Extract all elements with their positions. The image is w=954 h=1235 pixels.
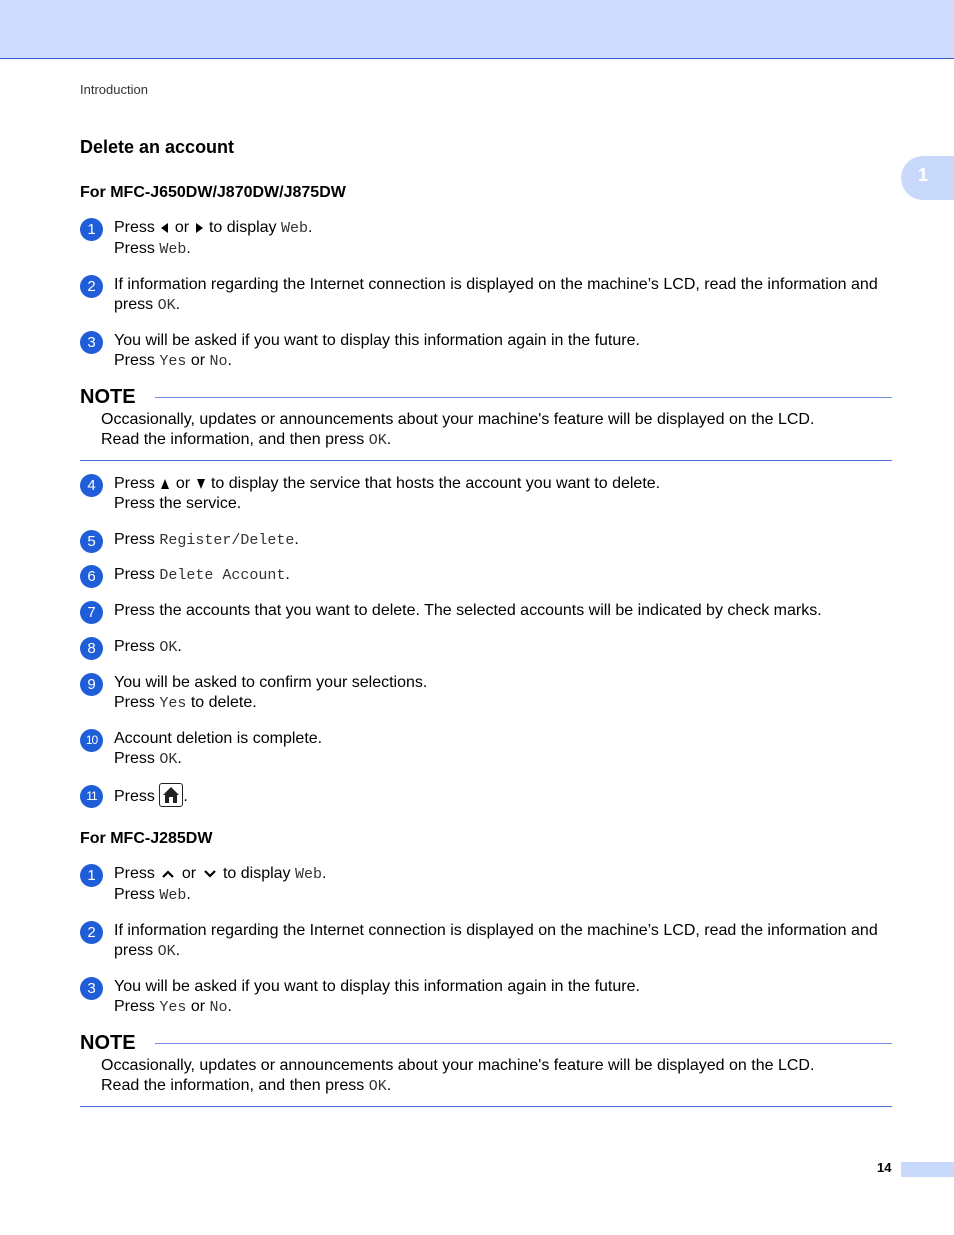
note-body: Occasionally, updates or announcements about your machine's feature will be displayed on the LCD. Read the information, and then press OK. (101, 411, 815, 449)
step-text: Press (114, 788, 155, 806)
step-text: You will be asked if you want to display this information again in the future. (114, 978, 640, 995)
lcd-option: Delete Account (159, 567, 286, 584)
step-number-badge: 8 (80, 637, 103, 660)
step-9 (80, 673, 892, 714)
step-text: or (181, 865, 197, 882)
right-arrow-icon (196, 223, 203, 233)
step-number-badge: 9 (80, 673, 103, 696)
step-text: Press (114, 352, 155, 369)
step-number-badge: 2 (80, 921, 103, 944)
lcd-option: No (209, 999, 228, 1016)
up-arrow-icon (161, 479, 169, 489)
lcd-option: OK (368, 432, 387, 449)
note-body: Occasionally, updates or announcements about your machine's feature will be displayed on the LCD. Read the information, and then press OK. (101, 1057, 815, 1095)
step-number-badge: 10 (80, 729, 103, 752)
step-4 (80, 474, 892, 514)
note-rule (155, 397, 892, 398)
step-text: to display (208, 219, 277, 236)
step-text: or (175, 475, 191, 492)
lcd-option: OK (157, 943, 176, 960)
left-arrow-icon (161, 223, 168, 233)
lcd-option: OK (159, 751, 178, 768)
running-header: Introduction (80, 82, 148, 97)
step-text: Press (114, 750, 155, 767)
step-5: 5 Press Register/Delete. (80, 530, 892, 551)
chapter-tab (901, 156, 954, 200)
step-text: Press (114, 694, 155, 711)
page-number: 14 (877, 1160, 892, 1175)
step-text: If information regarding the Internet connection is displayed on the machine’s LCD, read the information and press (114, 922, 878, 959)
step-number-badge: 1 (80, 218, 103, 241)
step-text: or (190, 998, 206, 1015)
step-number-badge: 3 (80, 331, 103, 354)
step-8: 8 Press OK. (80, 637, 892, 658)
note-title: NOTE (80, 386, 136, 408)
lcd-option: No (209, 353, 228, 370)
step-text: Press the service. (114, 495, 242, 512)
chapter-number: 1 (918, 165, 929, 185)
lcd-option: Web (159, 241, 187, 258)
step-text: Press (114, 240, 155, 257)
step-text: to delete. (190, 694, 257, 711)
step-text: You will be asked if you want to display this information again in the future. (114, 332, 640, 349)
step-text: Press (114, 566, 155, 583)
model-heading-2: For MFC-J285DW (80, 830, 213, 847)
step-number-badge: 1 (80, 864, 103, 887)
step-text: Press (114, 475, 155, 492)
step-text: If information regarding the Internet connection is displayed on the machine’s LCD, read the information and press (114, 276, 878, 313)
top-header-band (0, 0, 954, 59)
step-text: Press (114, 998, 155, 1015)
step-number-badge: 4 (80, 474, 103, 497)
step-3: 3 You will be asked if you want to display this information again in the future. Press Yes or No. (80, 977, 892, 1018)
step-number-badge: 3 (80, 977, 103, 1000)
step-2: 2 If information regarding the Internet connection is displayed on the machine’s LCD, read the information and press OK. (80, 275, 892, 316)
note-text: Read the information, and then press (101, 1077, 365, 1094)
step-number-badge: 7 (80, 601, 103, 624)
lcd-option: Yes (159, 695, 187, 712)
step-text: or (190, 352, 206, 369)
step-number-badge: 5 (80, 530, 103, 553)
step-text: Press the accounts that you want to delete. The selected accounts will be indicated by check marks. (114, 602, 822, 619)
note-text: Occasionally, updates or announcements about your machine's feature will be displayed on the LCD. (101, 1057, 815, 1074)
note-text: Read the information, and then press (101, 431, 365, 448)
step-text: or (174, 219, 190, 236)
step-10: 10 Account deletion is complete. Press OK. (80, 729, 892, 770)
step-text: to display (222, 865, 291, 882)
lcd-option: OK (157, 297, 176, 314)
step-text: Press (114, 865, 155, 882)
lcd-option: Web (159, 887, 187, 904)
step-text: You will be asked to confirm your selections. (114, 674, 428, 691)
home-icon (159, 783, 183, 807)
step-1: 1 Press or to display Web. Press Web. (80, 864, 892, 906)
chevron-down-icon (203, 869, 217, 879)
lcd-option: Register/Delete (159, 532, 295, 549)
note-bottom-rule (80, 460, 892, 461)
step-number-badge: 6 (80, 565, 103, 588)
note-text: Occasionally, updates or announcements about your machine's feature will be displayed on the LCD. (101, 411, 815, 428)
lcd-option: Web (295, 866, 323, 883)
section-title: Delete an account (80, 137, 235, 157)
note-bottom-rule (80, 1106, 892, 1107)
step-text: to display the service that hosts the account you want to delete. (210, 475, 661, 492)
note-rule (155, 1043, 892, 1044)
step-text: Press (114, 219, 155, 236)
step-2: 2 If information regarding the Internet connection is displayed on the machine’s LCD, read the information and press OK. (80, 921, 892, 962)
chevron-up-icon (161, 869, 175, 879)
step-text: Press (114, 886, 155, 903)
step-3: 3 You will be asked if you want to display this information again in the future. Press Yes or No. (80, 331, 892, 372)
lcd-option: OK (368, 1078, 387, 1095)
model-heading-1: For MFC-J650DW/J870DW/J875DW (80, 184, 346, 201)
step-text: Press (114, 638, 155, 655)
step-text: Press (114, 531, 155, 548)
step-number-badge: 2 (80, 275, 103, 298)
note-title: NOTE (80, 1032, 136, 1054)
lcd-option: Yes (159, 353, 187, 370)
step-7 (80, 601, 892, 621)
step-11: 11 Press . (80, 785, 892, 809)
lcd-option: Web (281, 220, 309, 237)
step-1: 1 Press or to display Web. Press Web. (80, 218, 892, 260)
step-6: 6 Press Delete Account. (80, 565, 892, 586)
lcd-option: Yes (159, 999, 187, 1016)
lcd-option: OK (159, 639, 178, 656)
page-number-bar (901, 1162, 954, 1177)
step-number-badge: 11 (80, 785, 103, 808)
step-text: Account deletion is complete. (114, 730, 323, 747)
down-arrow-icon (197, 479, 205, 489)
